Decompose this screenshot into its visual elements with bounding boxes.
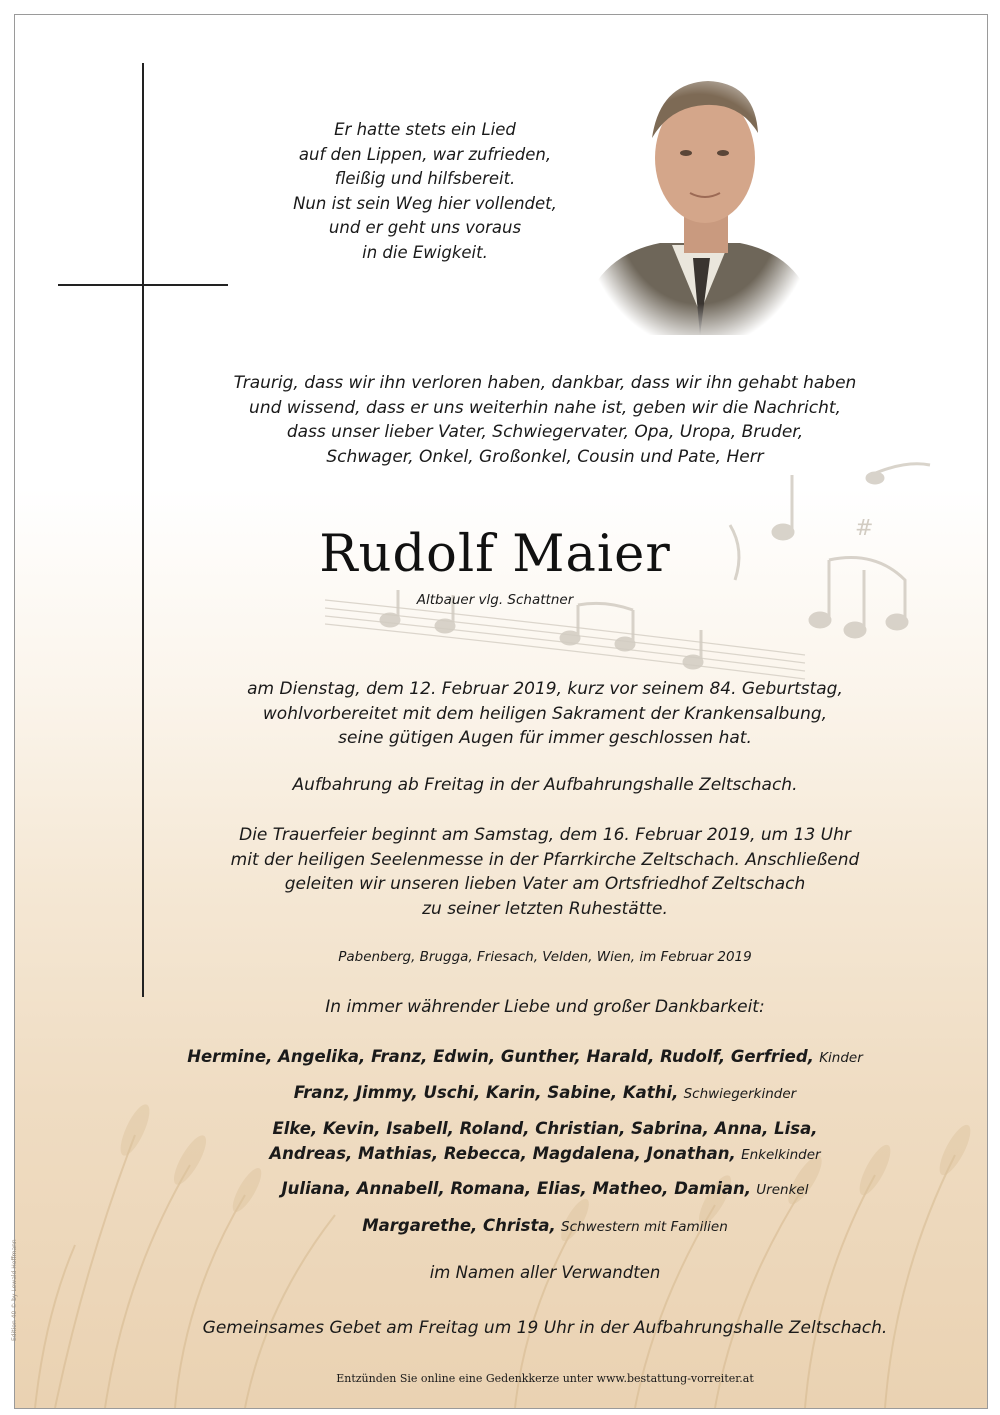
family-relation: Urenkel [756,1182,809,1198]
ceremony-line: mit der heiligen Seelenmesse in der Pfarrkirche Zeltschach. Anschließend [230,849,860,870]
cross-horizontal-bar [58,284,228,286]
intro-line: und wissend, dass er uns weiterhin nahe ist, geben wir die Nachricht, [249,397,841,418]
deceased-name: Rudolf Maier [319,525,671,584]
death-line: am Dienstag, dem 12. Februar 2019, kurz vor seinem 84. Geburtstag, [247,679,843,699]
family-names: Andreas, Mathias, Rebecca, Magdalena, Jonathan, [269,1143,736,1163]
on-behalf-line: im Namen aller Verwandten [429,1263,661,1282]
death-line: wohlvorbereitet mit dem heiligen Sakrament der Krankensalbung, [262,703,828,724]
poem-line: fleißig und hilfsbereit. [334,169,516,188]
death-line: seine gütigen Augen für immer geschlossen hat. [338,728,752,748]
portrait-photo [590,63,808,335]
intro-line: Traurig, dass wir ihn verloren haben, dankbar, dass wir ihn gehabt haben [233,373,857,393]
footer-candle-link: Entzünden Sie online eine Gedenkkerze unter www.bestattung-vorreiter.at [336,1372,754,1385]
family-group-in-laws [165,1081,925,1107]
ceremony-line: Die Trauerfeier beginnt am Samstag, dem 16. Februar 2019, um 13 Uhr [239,825,851,845]
wake-info: Aufbahrung ab Freitag in der Aufbahrungshalle Zeltschach. [292,775,798,795]
family-group-great-grandchildren [165,1177,925,1203]
intro-line: dass unser lieber Vater, Schwiegervater, Opa, Uropa, Bruder, [286,422,804,442]
family-group-sisters [165,1214,925,1240]
death-notice [165,677,925,751]
design-credit: Edition 40 © by Lewald Hoffmann [11,1239,18,1341]
deceased-title: Altbauer vlg. Schattner [416,592,574,608]
poem-line: auf den Lippen, war zufrieden, [298,144,552,164]
family-group-children [115,1045,935,1071]
ceremony-line: geleiten wir unseren lieben Vater am Ortsfriedhof Zeltschach [284,874,806,894]
poem-line: und er geht uns voraus [328,218,522,237]
obituary-sheet [11,14,988,1409]
family-names: Juliana, Annabell, Romana, Elias, Matheo, Damian, [281,1179,752,1198]
family-relation: Enkelkinder [741,1146,821,1163]
poem [255,118,595,265]
family-relation: Schwiegerkinder [683,1086,797,1102]
mourners-heading: In immer währender Liebe und großer Dankbarkeit: [325,997,765,1017]
poem-line: Nun ist sein Weg hier vollendet, [293,193,557,213]
family-names: Margarethe, Christa, [362,1216,556,1235]
places-and-date: Pabenberg, Brugga, Friesach, Velden, Wien, im Februar 2019 [338,949,752,965]
svg-text:#: # [855,516,874,541]
family-names: Hermine, Angelika, Franz, Edwin, Gunther, Harald, Rudolf, Gerfried, [187,1047,814,1066]
family-group-grandchildren [165,1117,925,1167]
family-names: Elke, Kevin, Isabell, Roland, Christian, Sabrina, Anna, Lisa, [272,1119,818,1138]
cross-vertical-bar [142,63,144,997]
ceremony-info [165,823,925,921]
family-names: Franz, Jimmy, Uschi, Karin, Sabine, Kathi, [293,1083,679,1102]
prayer-info: Gemeinsames Gebet am Freitag um 19 Uhr in der Aufbahrungshalle Zeltschach. [202,1318,888,1338]
intro-line: Schwager, Onkel, Großonkel, Cousin und Pate, Herr [326,446,764,467]
family-relation: Schwestern mit Familien [561,1219,728,1235]
poem-line: Er hatte stets ein Lied [334,120,516,139]
family-relation: Kinder [819,1050,863,1066]
poem-line: in die Ewigkeit. [362,242,488,262]
ceremony-line: zu seiner letzten Ruhestätte. [422,898,668,919]
